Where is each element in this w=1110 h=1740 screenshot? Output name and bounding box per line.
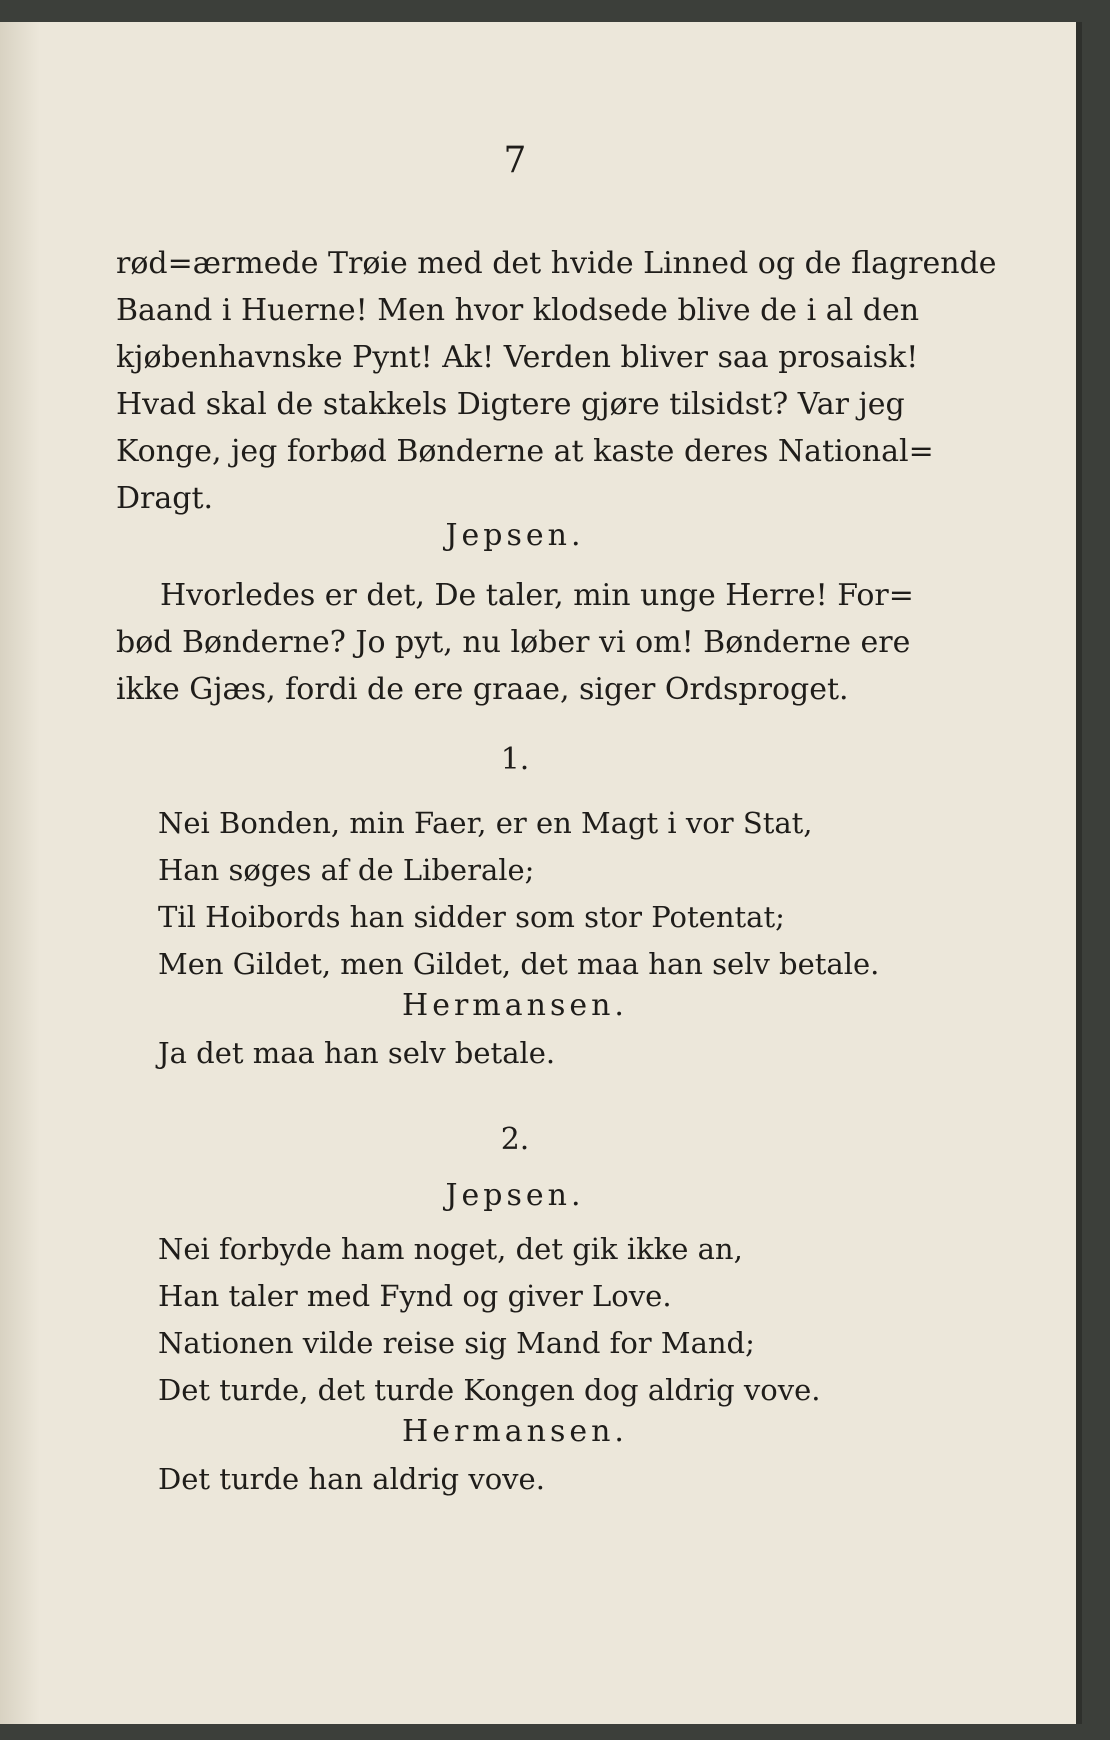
text-line: kjøbenhavnske Pynt! Ak! Verden bliver saa prosaisk! [116,340,919,375]
response-line: Ja det maa han selv betale. [158,1036,556,1070]
text-line: Dragt. [116,481,214,516]
text-line: ikke Gjæs, fordi de ere graae, siger Ordsproget. [116,672,849,707]
verse-number: 2. [500,1122,530,1157]
verse-line: Det turde, det turde Kongen dog aldrig vove. [158,1373,821,1407]
opening-paragraph [116,240,997,522]
verse-line: Nei Bonden, min Faer, er en Magt i vor Stat, [158,806,813,840]
verse-line: Nationen vilde reise sig Mand for Mand; [158,1326,755,1360]
speaker-hermansen: Hermansen. [402,988,628,1023]
speaker-hermansen: Hermansen. [402,1414,628,1449]
text-line: Hvad skal de stakkels Digtere gjøre tilsidst? Var jeg [116,387,905,422]
verse-line: Han søges af de Liberale; [158,853,535,887]
verse-line: Nei forbyde ham noget, det gik ikke an, [158,1232,743,1266]
page-number: 7 [503,140,527,181]
verse-2 [158,1226,918,1414]
verse-1 [158,800,918,988]
verse-line: Til Hoibords han sidder som stor Potentat; [158,900,785,934]
text-line: Baand i Huerne! Men hvor klodsede blive de i al den [116,293,920,328]
speaker-jepsen: Jepsen. [445,518,585,553]
book-page [0,22,1082,1724]
text-line: rød=ærmede Trøie med det hvide Linned og de flagrende [116,246,997,281]
jepsen-paragraph [116,572,916,713]
response-line: Det turde han aldrig vove. [158,1462,545,1496]
verse-number: 1. [500,742,530,777]
spine-shadow [0,22,40,1724]
text-line: Konge, jeg forbød Bønderne at kaste deres National= [116,434,934,469]
text-line: bød Bønderne? Jo pyt, nu løber vi om! Bønderne ere [116,625,911,660]
text-line: Hvorledes er det, De taler, min unge Herre! For= [160,578,914,613]
speaker-jepsen: Jepsen. [445,1178,585,1213]
verse-line: Men Gildet, men Gildet, det maa han selv betale. [158,947,880,981]
verse-line: Han taler med Fynd og giver Love. [158,1279,672,1313]
